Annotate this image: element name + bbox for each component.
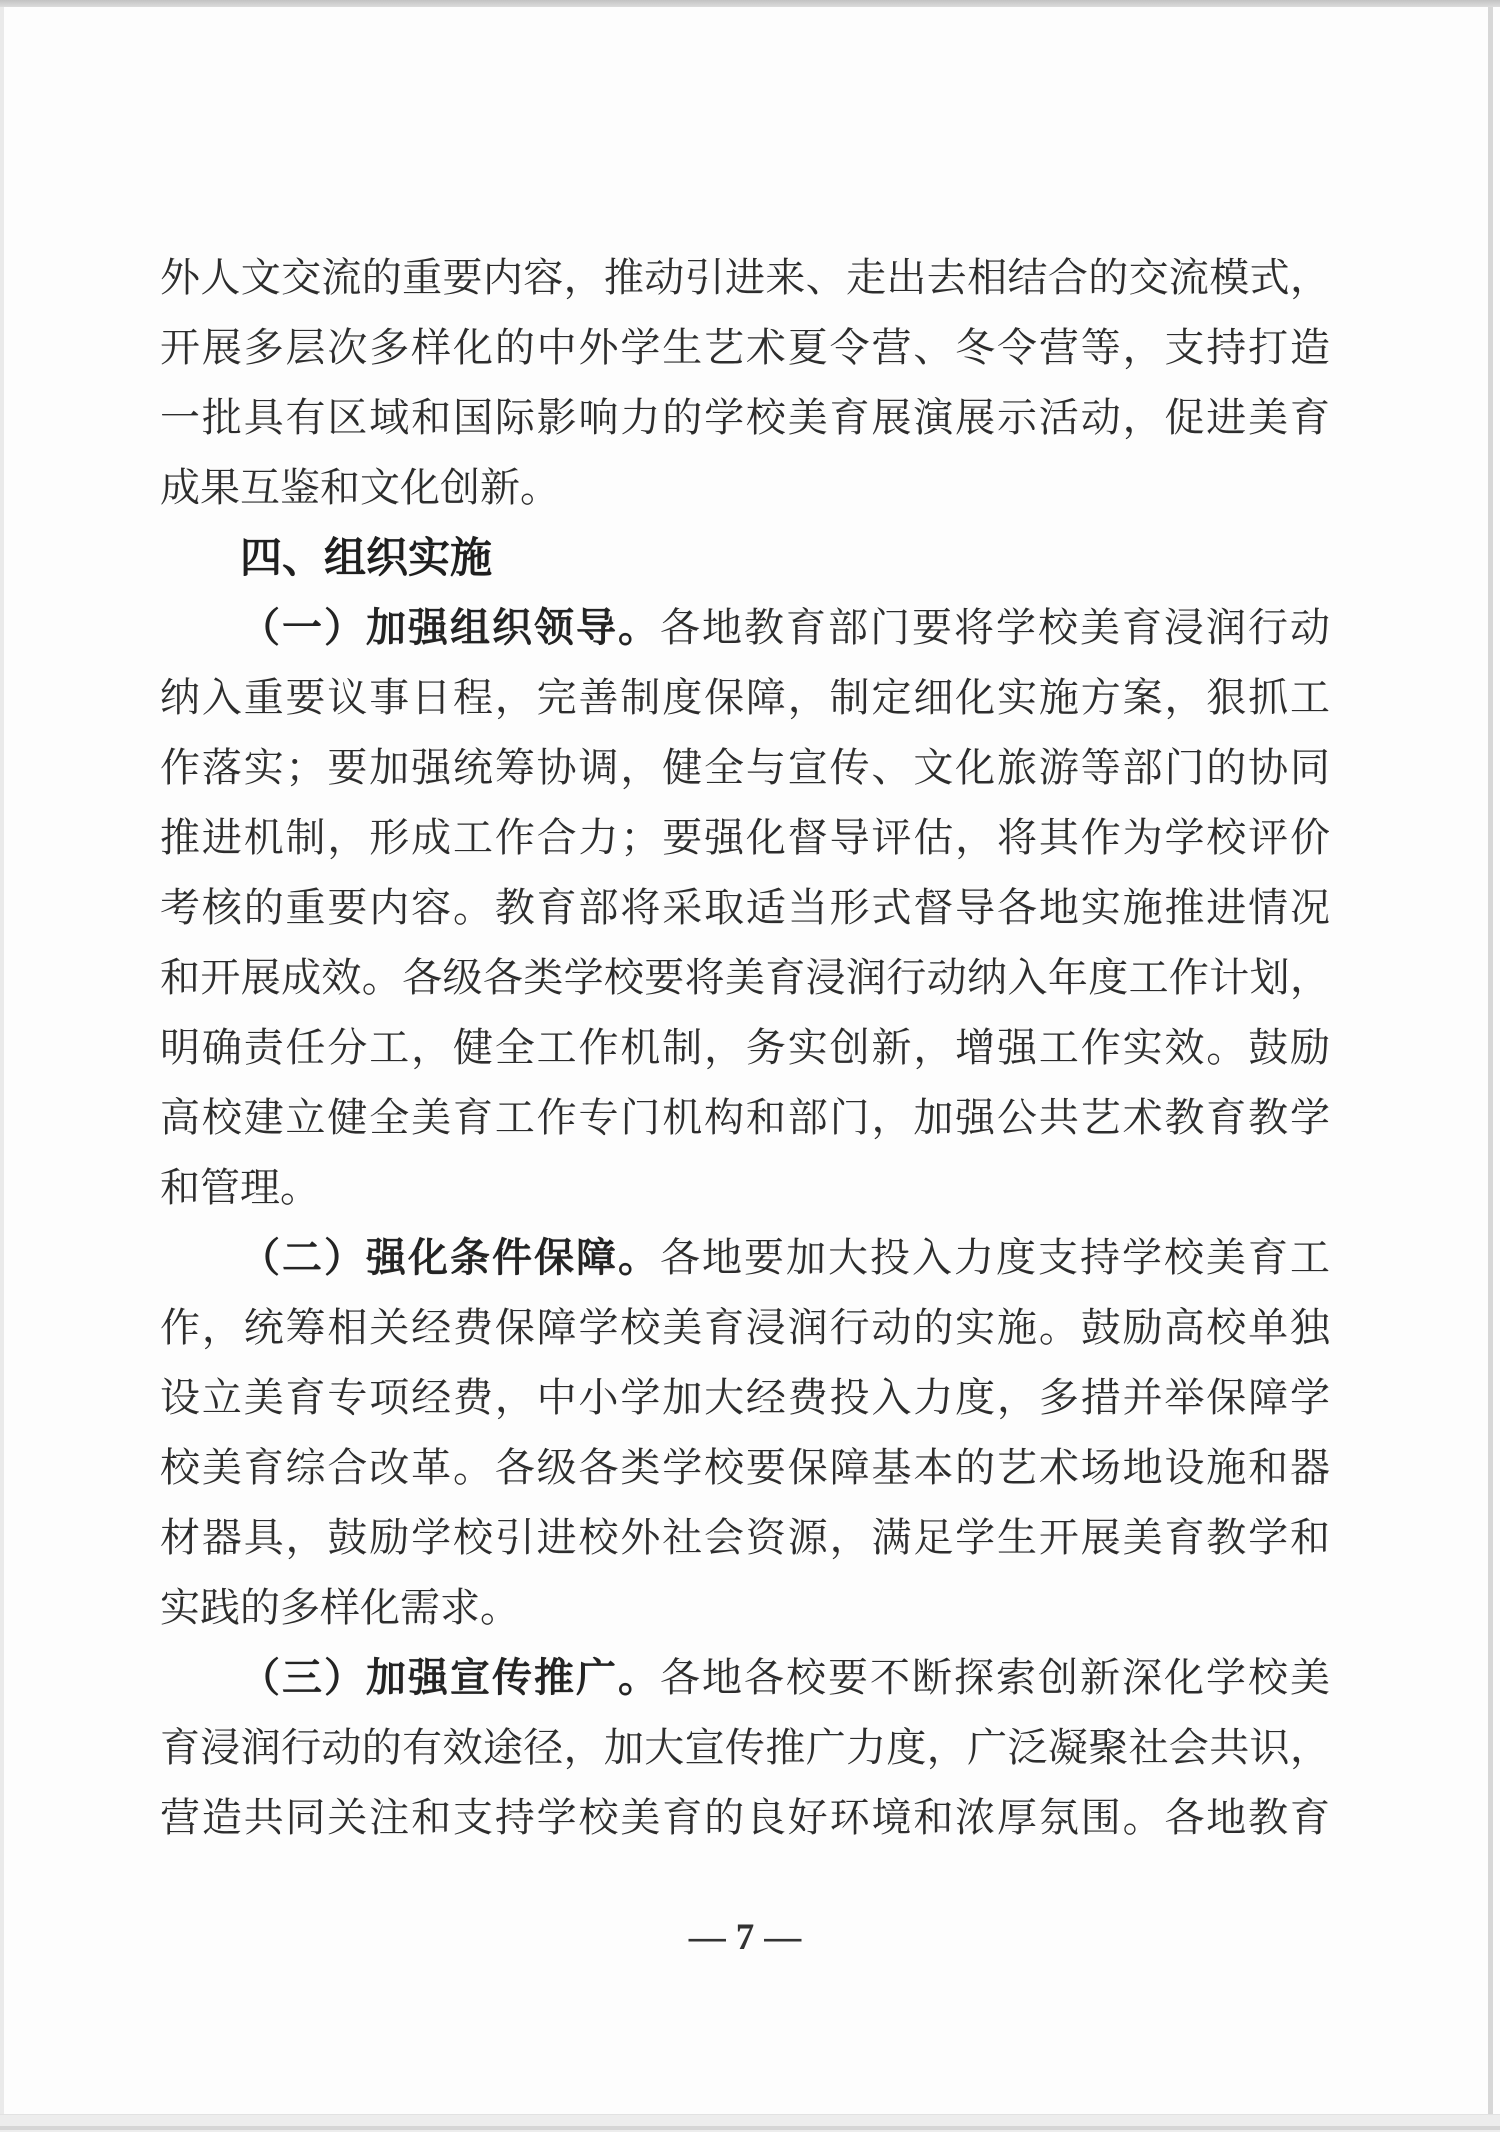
body-line: 开展多层次多样化的中外学生艺术夏令营、冬令营等，支持打造 [160,325,1330,370]
body-line: 成果互鉴和文化创新。 [160,465,560,510]
paragraph-first-line: （二）强化条件保障。各地要加大投入力度支持学校美育工 [240,1235,1330,1280]
body-line: 作落实；要加强统筹协调，健全与宣传、文化旅游等部门的协同 [160,745,1330,790]
body-line: 材器具，鼓励学校引进校外社会资源，满足学生开展美育教学和 [160,1515,1330,1560]
paragraph-lead: （一）加强组织领导。 [240,605,660,650]
paragraph-lead: （三）加强宣传推广。 [240,1655,660,1700]
body-line: 和开展成效。各级各类学校要将美育浸润行动纳入年度工作计划， [160,955,1330,1000]
body-line: 考核的重要内容。教育部将采取适当形式督导各地实施推进情况 [160,885,1330,930]
scan-edge-left [0,7,4,2114]
paragraph-first-line: （三）加强宣传推广。各地各校要不断探索创新深化学校美 [240,1655,1330,1700]
body-line: 和管理。 [160,1165,320,1210]
body-line: 作，统筹相关经费保障学校美育浸润行动的实施。鼓励高校单独 [160,1305,1330,1350]
section-heading: 四、组织实施 [240,534,493,581]
body-line: 高校建立健全美育工作专门机构和部门，加强公共艺术教育教学 [160,1095,1330,1140]
paragraph-first-line: （一）加强组织领导。各地教育部门要将学校美育浸润行动 [240,605,1330,650]
page-number: —7— [688,1917,812,1958]
scan-edge-bottom [0,2114,1500,2132]
body-line: 营造共同关注和支持学校美育的良好环境和浓厚氛围。各地教育 [160,1795,1330,1840]
scan-edge-right [1488,7,1493,2114]
body-line: 育浸润行动的有效途径，加大宣传推广力度，广泛凝聚社会共识， [160,1725,1330,1770]
body-line: 明确责任分工，健全工作机制，务实创新，增强工作实效。鼓励 [160,1025,1330,1070]
scan-edge-top [0,0,1500,7]
body-line: 实践的多样化需求。 [160,1585,520,1630]
body-line: 纳入重要议事日程，完善制度保障，制定细化实施方案，狠抓工 [160,675,1330,720]
body-line: 校美育综合改革。各级各类学校要保障基本的艺术场地设施和器 [160,1445,1330,1490]
paragraph-lead: （二）强化条件保障。 [240,1235,660,1280]
body-line: 外人文交流的重要内容，推动引进来、走出去相结合的交流模式， [160,255,1330,300]
document-body [160,243,1330,1853]
body-line: 推进机制，形成工作合力；要强化督导评估，将其作为学校评价 [160,815,1330,860]
body-line: 一批具有区域和国际影响力的学校美育展演展示活动，促进美育 [160,395,1330,440]
body-line: 设立美育专项经费，中小学加大经费投入力度，多措并举保障学 [160,1375,1330,1420]
